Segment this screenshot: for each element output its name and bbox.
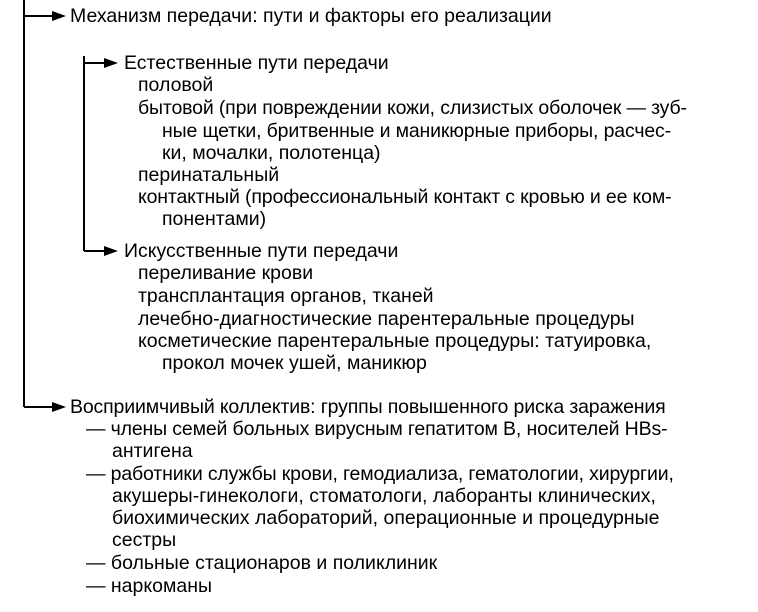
susceptible-heading: Восприимчивый коллектив: группы повышенного риска заражения (70, 396, 666, 418)
natural-route-line: ные щетки, бритвенные и маникюрные приборы, расчес- (162, 120, 671, 142)
natural-route-line: перинатальный (138, 164, 280, 186)
natural-route-line: половой (138, 74, 214, 96)
risk-group-line: акушеры-гинекологи, стоматологи, лаборанты клинических, (112, 485, 656, 507)
arrow-right-icon (104, 58, 118, 68)
artificial-route-line: переливание крови (138, 262, 314, 284)
artificial-route-line: лечебно-диагностические парентеральные процедуры (138, 308, 635, 330)
arrow-right-icon (104, 246, 118, 256)
risk-group-line: — больные стационаров и поликлиник (86, 552, 438, 574)
risk-group-line: — члены семей больных вирусным гепатитом В, носителей HBs- (86, 418, 668, 440)
artificial-route-line: трансплантация органов, тканей (138, 285, 434, 307)
natural-routes-heading: Естественные пути передачи (124, 52, 389, 74)
natural-route-line: ки, мочалки, полотенца) (162, 142, 381, 164)
arrow-right-icon (52, 402, 66, 412)
risk-group-line: — наркоманы (86, 575, 213, 597)
risk-group-line: биохимических лабораторий, операционные и процедурные (112, 507, 660, 529)
arrow-right-icon (52, 11, 66, 21)
artificial-routes-heading: Искусственные пути передачи (124, 240, 399, 262)
risk-group-line: — работники службы крови, гемодиализа, гематологии, хирургии, (86, 463, 674, 485)
artificial-route-line: косметические парентеральные процедуры: татуировка, (138, 330, 652, 352)
natural-route-line: бытовой (при повреждении кожи, слизистых оболочек — зуб- (138, 97, 687, 119)
natural-route-line: контактный (профессиональный контакт с кровью и ее ком- (138, 186, 672, 208)
risk-group-line: сестры (112, 529, 177, 551)
mechanism-heading: Механизм передачи: пути и факторы его реализации (70, 5, 552, 27)
artificial-route-line: прокол мочек ушей, маникюр (162, 352, 427, 374)
natural-route-line: понентами) (162, 208, 267, 230)
risk-group-line: антигена (112, 440, 193, 462)
